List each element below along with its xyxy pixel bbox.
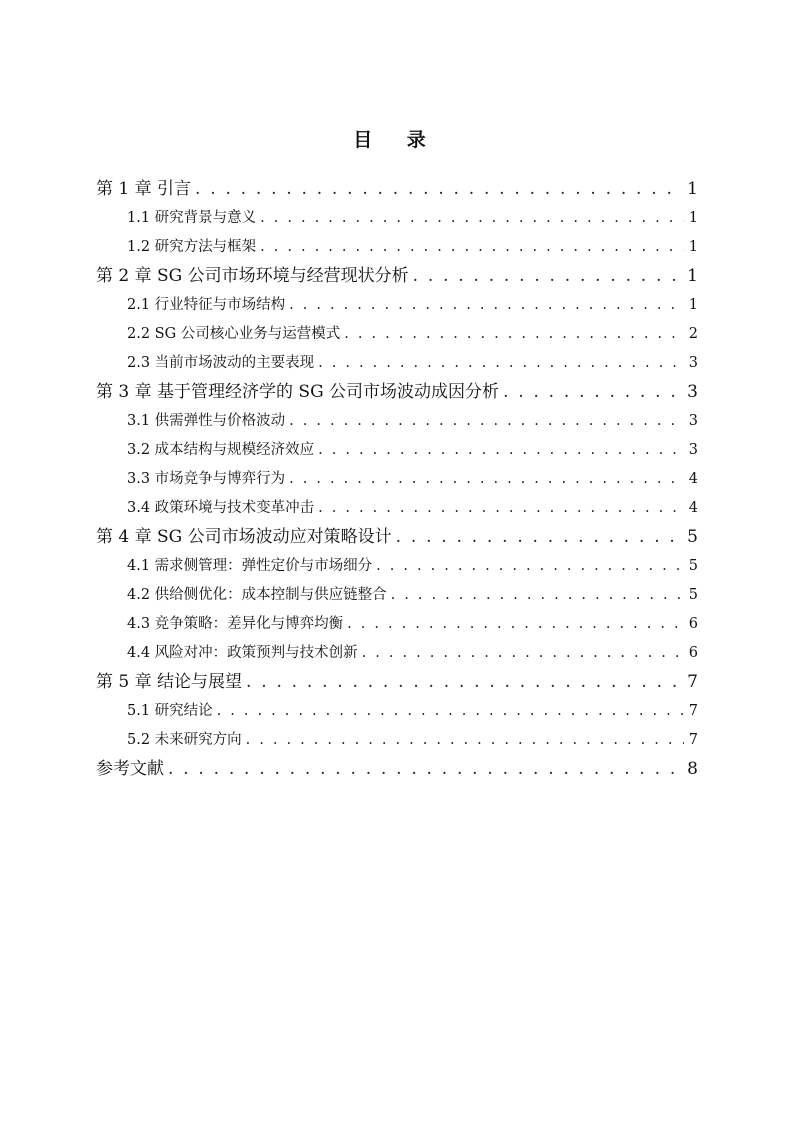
toc-page-number: 3: [687, 382, 698, 402]
toc-chapter-entry[interactable]: [96, 668, 698, 697]
toc-entry-label: 3.1 供需弹性与价格波动: [127, 413, 286, 429]
toc-title: 目 录: [353, 129, 440, 151]
toc-entry-label: 5.1 研究结论: [127, 703, 213, 719]
toc-page-number: 8: [687, 759, 698, 779]
toc-section-entry[interactable]: [96, 291, 698, 320]
toc-dot-leader: [195, 175, 683, 204]
toc-chapter-entry[interactable]: [96, 755, 698, 784]
toc-dot-leader: [503, 378, 683, 407]
toc-chapter-entry[interactable]: [96, 523, 698, 552]
toc-entry-label: 5.2 未来研究方向: [127, 732, 242, 748]
toc-dot-leader: [168, 755, 683, 784]
toc-section-entry[interactable]: [96, 697, 698, 726]
toc-page-number: 5: [688, 587, 698, 603]
toc-page-number: 3: [688, 413, 698, 429]
toc-page-number: 1: [687, 179, 698, 199]
toc-dot-leader: [289, 291, 684, 320]
toc-dot-leader: [289, 407, 684, 436]
toc-page-number: 5: [688, 558, 698, 574]
toc-section-entry[interactable]: [96, 552, 698, 581]
toc-page-number: 7: [688, 703, 698, 719]
toc-entry-label: 3.2 成本结构与规模经济效应: [127, 442, 315, 458]
toc-page-number: 6: [688, 616, 698, 632]
toc-page-number: 1: [688, 210, 698, 226]
toc-page-number: 3: [688, 442, 698, 458]
toc-dot-leader: [318, 494, 684, 523]
toc-entry-label: 4.4 风险对冲：政策预判与技术创新: [127, 645, 358, 661]
toc-entry-label: 2.1 行业特征与市场结构: [127, 297, 286, 313]
toc-section-entry[interactable]: [96, 204, 698, 233]
toc-dot-leader: [289, 465, 684, 494]
toc-section-entry[interactable]: [96, 349, 698, 378]
toc-entry-label: 2.3 当前市场波动的主要表现: [127, 355, 315, 371]
toc-entry-label: 第 5 章 结论与展望: [96, 672, 243, 692]
table-of-contents: [96, 175, 698, 784]
toc-dot-leader: [396, 523, 684, 552]
toc-dot-leader: [246, 668, 683, 697]
toc-entry-label: 2.2 SG 公司核心业务与运营模式: [127, 326, 341, 342]
toc-page-number: 7: [687, 672, 698, 692]
toc-dot-leader: [344, 320, 684, 349]
toc-dot-leader: [376, 552, 684, 581]
toc-entry-label: 1.1 研究背景与意义: [127, 210, 257, 226]
toc-section-entry[interactable]: [96, 436, 698, 465]
toc-entry-label: 参考文献: [96, 759, 164, 779]
toc-entry-label: 4.3 竞争策略：差异化与博弈均衡: [127, 616, 344, 632]
toc-entry-label: 第 4 章 SG 公司市场波动应对策略设计: [96, 527, 392, 547]
toc-chapter-entry[interactable]: [96, 175, 698, 204]
toc-page-number: 5: [687, 527, 698, 547]
toc-dot-leader: [391, 581, 684, 610]
toc-page-number: 1: [688, 239, 698, 255]
toc-page-number: 1: [688, 297, 698, 313]
toc-dot-leader: [362, 639, 684, 668]
toc-entry-label: 4.1 需求侧管理：弹性定价与市场细分: [127, 558, 373, 574]
toc-entry-label: 4.2 供给侧优化：成本控制与供应链整合: [127, 587, 387, 603]
toc-page-number: 6: [688, 645, 698, 661]
toc-page-number: 1: [687, 266, 698, 286]
toc-entry-label: 3.4 政策环境与技术变革冲击: [127, 500, 315, 516]
toc-section-entry[interactable]: [96, 726, 698, 755]
toc-section-entry[interactable]: [96, 581, 698, 610]
toc-entry-label: 1.2 研究方法与框架: [127, 239, 257, 255]
toc-section-entry[interactable]: [96, 639, 698, 668]
toc-section-entry[interactable]: [96, 465, 698, 494]
toc-entry-label: 第 1 章 引言: [96, 179, 192, 199]
toc-dot-leader: [347, 610, 684, 639]
toc-dot-leader: [413, 262, 684, 291]
toc-entry-label: 3.3 市场竞争与博弈行为: [127, 471, 286, 487]
toc-section-entry[interactable]: [96, 610, 698, 639]
toc-section-entry[interactable]: [96, 233, 698, 262]
toc-section-entry[interactable]: [96, 494, 698, 523]
toc-entry-label: 第 2 章 SG 公司市场环境与经营现状分析: [96, 266, 409, 286]
toc-section-entry[interactable]: [96, 407, 698, 436]
toc-page-number: 3: [688, 355, 698, 371]
toc-page-number: 2: [688, 326, 698, 342]
toc-page-number: 7: [688, 732, 698, 748]
toc-dot-leader: [318, 436, 684, 465]
toc-chapter-entry[interactable]: [96, 262, 698, 291]
toc-page-number: 4: [688, 471, 698, 487]
toc-dot-leader: [318, 349, 684, 378]
toc-entry-label: 第 3 章 基于管理经济学的 SG 公司市场波动成因分析: [96, 382, 500, 402]
toc-chapter-entry[interactable]: [96, 378, 698, 407]
toc-dot-leader: [246, 726, 684, 755]
toc-dot-leader: [217, 697, 684, 726]
toc-dot-leader: [260, 204, 684, 233]
toc-dot-leader: [260, 233, 684, 262]
toc-page-number: 4: [688, 500, 698, 516]
toc-section-entry[interactable]: [96, 320, 698, 349]
